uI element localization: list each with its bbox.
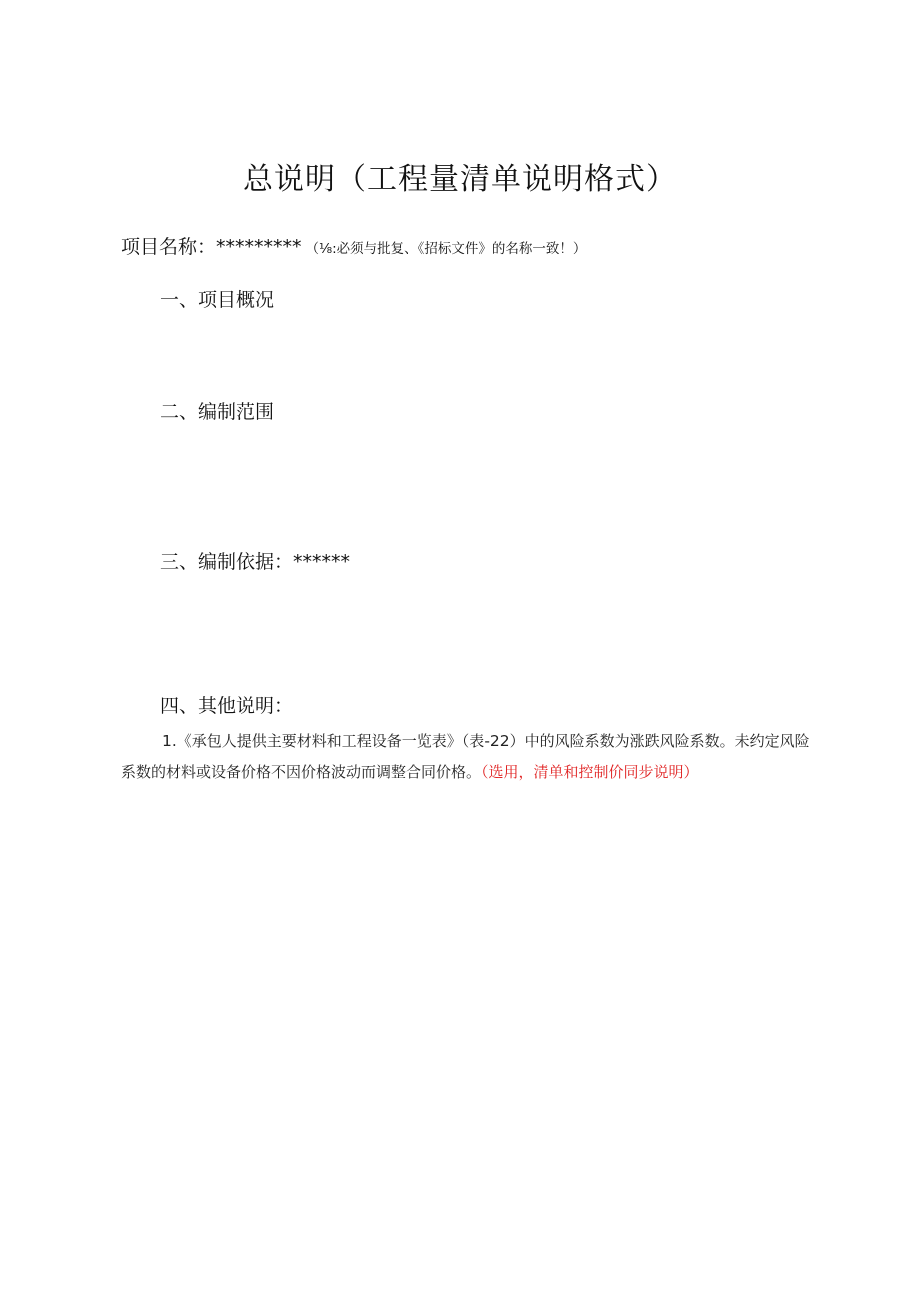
section-heading-scope: 二、编制范围 [160, 401, 275, 423]
paragraph-text-part1: 《承包人提供主要材料和工程设备一览表》（表 [176, 732, 485, 750]
section-heading-other-notes: 四、其他说明： [160, 695, 294, 717]
red-note: （选用，清单和控制价同步说明） [481, 763, 699, 781]
project-name-line [121, 233, 586, 263]
section-heading-overview: 一、项目概况 [160, 289, 275, 311]
project-name-label: 项目名称： [121, 236, 217, 258]
other-notes-paragraph [121, 726, 821, 788]
project-name-value: ********* [216, 236, 302, 258]
project-name-note: （⅛:必须与批复、《招标文件》的名称一致！） [305, 241, 587, 257]
item-number: 1. [162, 732, 177, 750]
section-heading-basis: 三、编制依据：****** [160, 551, 351, 573]
paragraph-text-part2: ）中的风险系数为涨跌风险系数。未约定风险系数的材料或设备价格不因价格波动而调整合同价格。 [121, 732, 810, 781]
document-title: 总说明（工程量清单说明格式） [243, 162, 677, 197]
table-reference: -22 [484, 732, 510, 750]
